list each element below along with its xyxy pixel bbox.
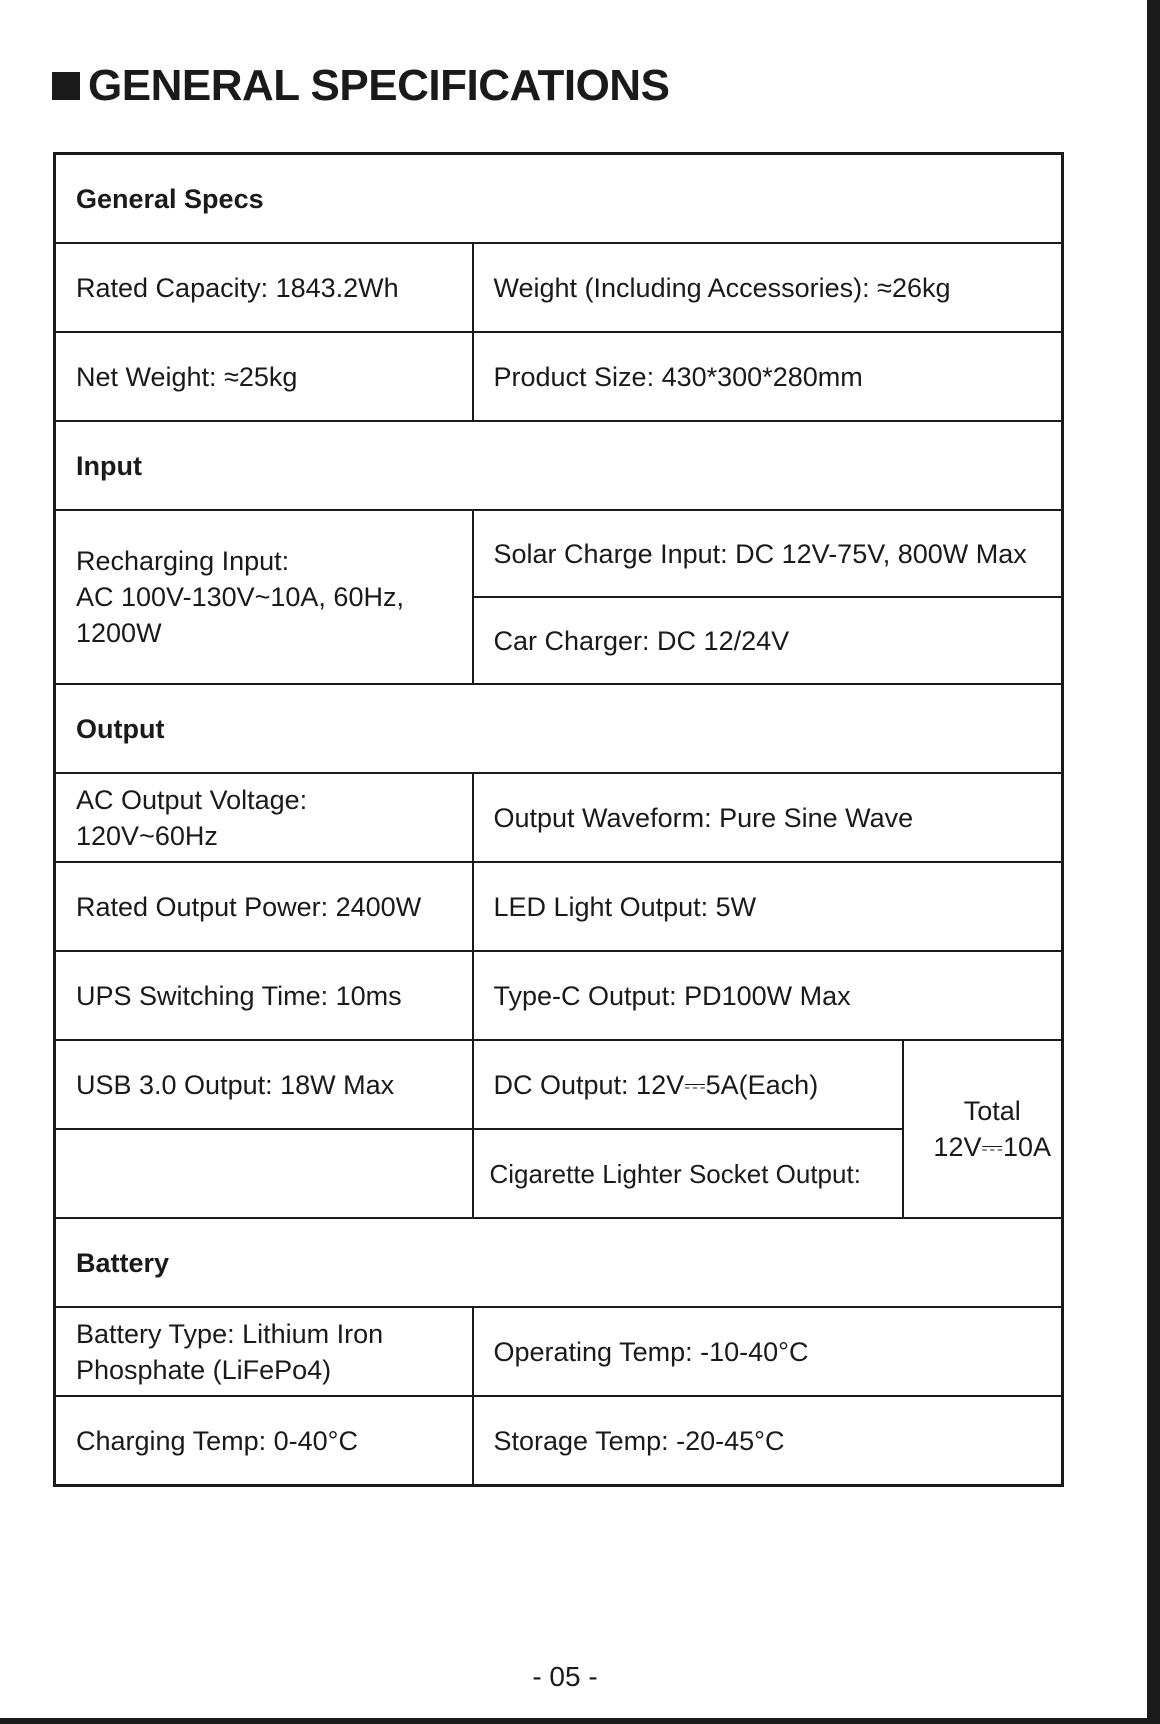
input-heading: Input xyxy=(55,421,1063,510)
ac-output-voltage-label: AC Output Voltage: xyxy=(76,784,308,815)
storage-temp-cell: Storage Temp: -20-45°C xyxy=(473,1396,1063,1486)
table-row xyxy=(55,154,1063,244)
battery-type-line-1: Battery Type: Lithium Iron xyxy=(76,1318,384,1349)
table-row xyxy=(55,1307,1063,1396)
recharging-input-value-line-2: 1200W xyxy=(76,618,162,648)
table-row xyxy=(55,684,1063,773)
led-light-output-cell: LED Light Output: 5W xyxy=(473,862,1063,951)
net-weight-cell: Net Weight: ≈25kg xyxy=(55,332,473,421)
page-number: - 05 - xyxy=(532,1661,598,1692)
operating-temp-cell: Operating Temp: -10-40°C xyxy=(473,1307,1063,1396)
type-c-output-cell: Type-C Output: PD100W Max xyxy=(473,951,1063,1040)
dc-output-cell: DC Output: 12V⎓5A(Each) xyxy=(473,1040,903,1129)
car-charger-cell: Car Charger: DC 12/24V xyxy=(473,597,1063,684)
weight-including-accessories-cell: Weight (Including Accessories): ≈26kg xyxy=(473,243,1063,332)
table-row xyxy=(55,1218,1063,1307)
page-edge-rule xyxy=(1147,0,1160,1724)
product-size-cell: Product Size: 430*300*280mm xyxy=(473,332,1063,421)
recharging-input-cell xyxy=(55,510,473,684)
recharging-input-value-line-1: AC 100V-130V~10A, 60Hz, xyxy=(76,582,404,612)
total-value: 12V⎓10A xyxy=(933,1132,1052,1162)
battery-heading: Battery xyxy=(55,1218,1063,1307)
table-row xyxy=(55,951,1063,1040)
table-row xyxy=(55,243,1063,332)
page-bottom-rule xyxy=(0,1718,1160,1724)
table-row xyxy=(55,1396,1063,1486)
charging-temp-cell: Charging Temp: 0-40°C xyxy=(55,1396,473,1486)
total-label: Total xyxy=(963,1096,1021,1126)
empty-cell xyxy=(55,1129,473,1218)
ups-switching-time-cell: UPS Switching Time: 10ms xyxy=(55,951,473,1040)
page-title: GENERAL SPECIFICATIONS xyxy=(88,61,670,110)
cigarette-lighter-socket-output-cell: Cigarette Lighter Socket Output: xyxy=(473,1129,903,1218)
rated-output-power-cell: Rated Output Power: 2400W xyxy=(55,862,473,951)
battery-type-cell xyxy=(55,1307,473,1396)
table-row xyxy=(55,862,1063,951)
ac-output-voltage-cell xyxy=(55,773,473,862)
usb-output-cell: USB 3.0 Output: 18W Max xyxy=(55,1040,473,1129)
square-bullet-icon xyxy=(52,72,80,100)
specifications-table xyxy=(53,152,1064,1487)
table-row xyxy=(55,332,1063,421)
ac-output-voltage-value: 120V~60Hz xyxy=(76,820,218,851)
total-output-cell xyxy=(903,1040,1063,1218)
output-heading: Output xyxy=(55,684,1063,773)
table-row xyxy=(55,1040,1063,1129)
output-waveform-cell: Output Waveform: Pure Sine Wave xyxy=(473,773,1063,862)
solar-charge-input-cell: Solar Charge Input: DC 12V-75V, 800W Max xyxy=(473,510,1063,597)
table-row xyxy=(55,421,1063,510)
battery-type-line-2: Phosphate (LiFePo4) xyxy=(76,1354,332,1385)
rated-capacity-cell: Rated Capacity: 1843.2Wh xyxy=(55,243,473,332)
table-row xyxy=(55,510,1063,597)
section-title xyxy=(52,62,669,110)
table-row xyxy=(55,773,1063,862)
general-specs-heading: General Specs xyxy=(55,154,1063,244)
recharging-input-label: Recharging Input: xyxy=(76,546,290,576)
